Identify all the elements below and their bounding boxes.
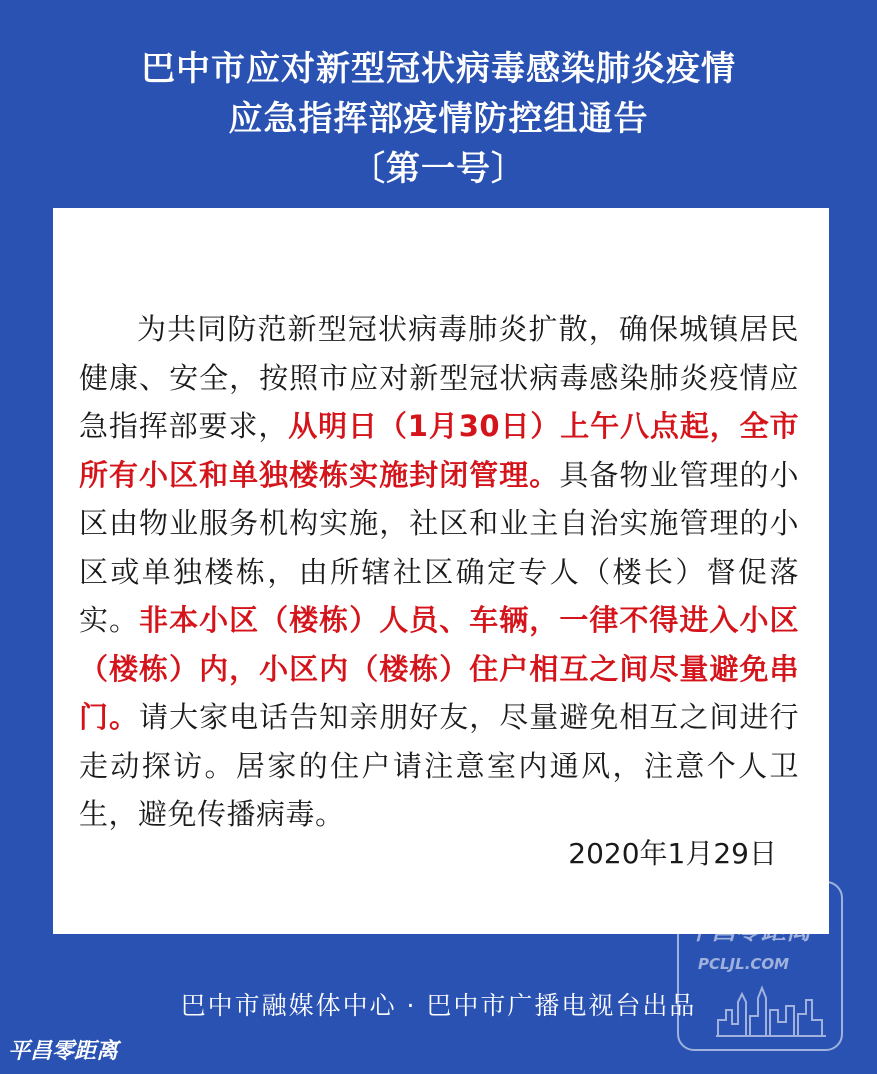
publisher-credit: 巴中市融媒体中心 · 巴中市广播电视台出品 [180, 991, 697, 1020]
notice-highlight-1: 从明日（1月30日）上午八点起，全市所有小区和单独楼栋实施封闭管理。 [79, 409, 799, 492]
watermark-logo-name: 平昌零距离 [686, 916, 812, 945]
watermark-logo [676, 880, 844, 1052]
notice-card [53, 208, 829, 934]
notice-date: 2020年1月29日 [568, 837, 777, 870]
notice-text-2: 具备物业管理的小区由物业服务机构实施，社区和业主自治实施管理的小区或单独楼栋，由所辖社区确定专人（楼长）督促落实。 [79, 457, 799, 637]
watermark-logo-url: PCLJL.COM [698, 955, 790, 973]
page-title-line-2: 应急指挥部疫情防控组通告 [228, 99, 649, 139]
notice-text-1: 为共同防范新型冠状病毒肺炎扩散，确保城镇居民健康、安全，按照市应对新型冠状病毒感染肺炎疫情应急指挥部要求， [79, 312, 799, 443]
notice-header [0, 44, 877, 194]
page-title-line-1: 巴中市应对新型冠状病毒感染肺炎疫情 [141, 49, 736, 89]
watermark-brand: 平昌零距离 [8, 1038, 119, 1064]
city-skyline-icon [716, 980, 826, 1038]
notice-number: 〔第一号〕 [351, 149, 526, 189]
notice-body [79, 305, 799, 839]
notice-highlight-2: 非本小区（楼栋）人员、车辆，一律不得进入小区（楼栋）内，小区内（楼栋）住户相互之间尽量避免串门。 [79, 603, 799, 734]
notice-text-3: 请大家电话告知亲朋好友，尽量避免相互之间进行走动探访。居家的住户请注意室内通风，注意个人卫生，避免传播病毒。 [79, 700, 799, 831]
